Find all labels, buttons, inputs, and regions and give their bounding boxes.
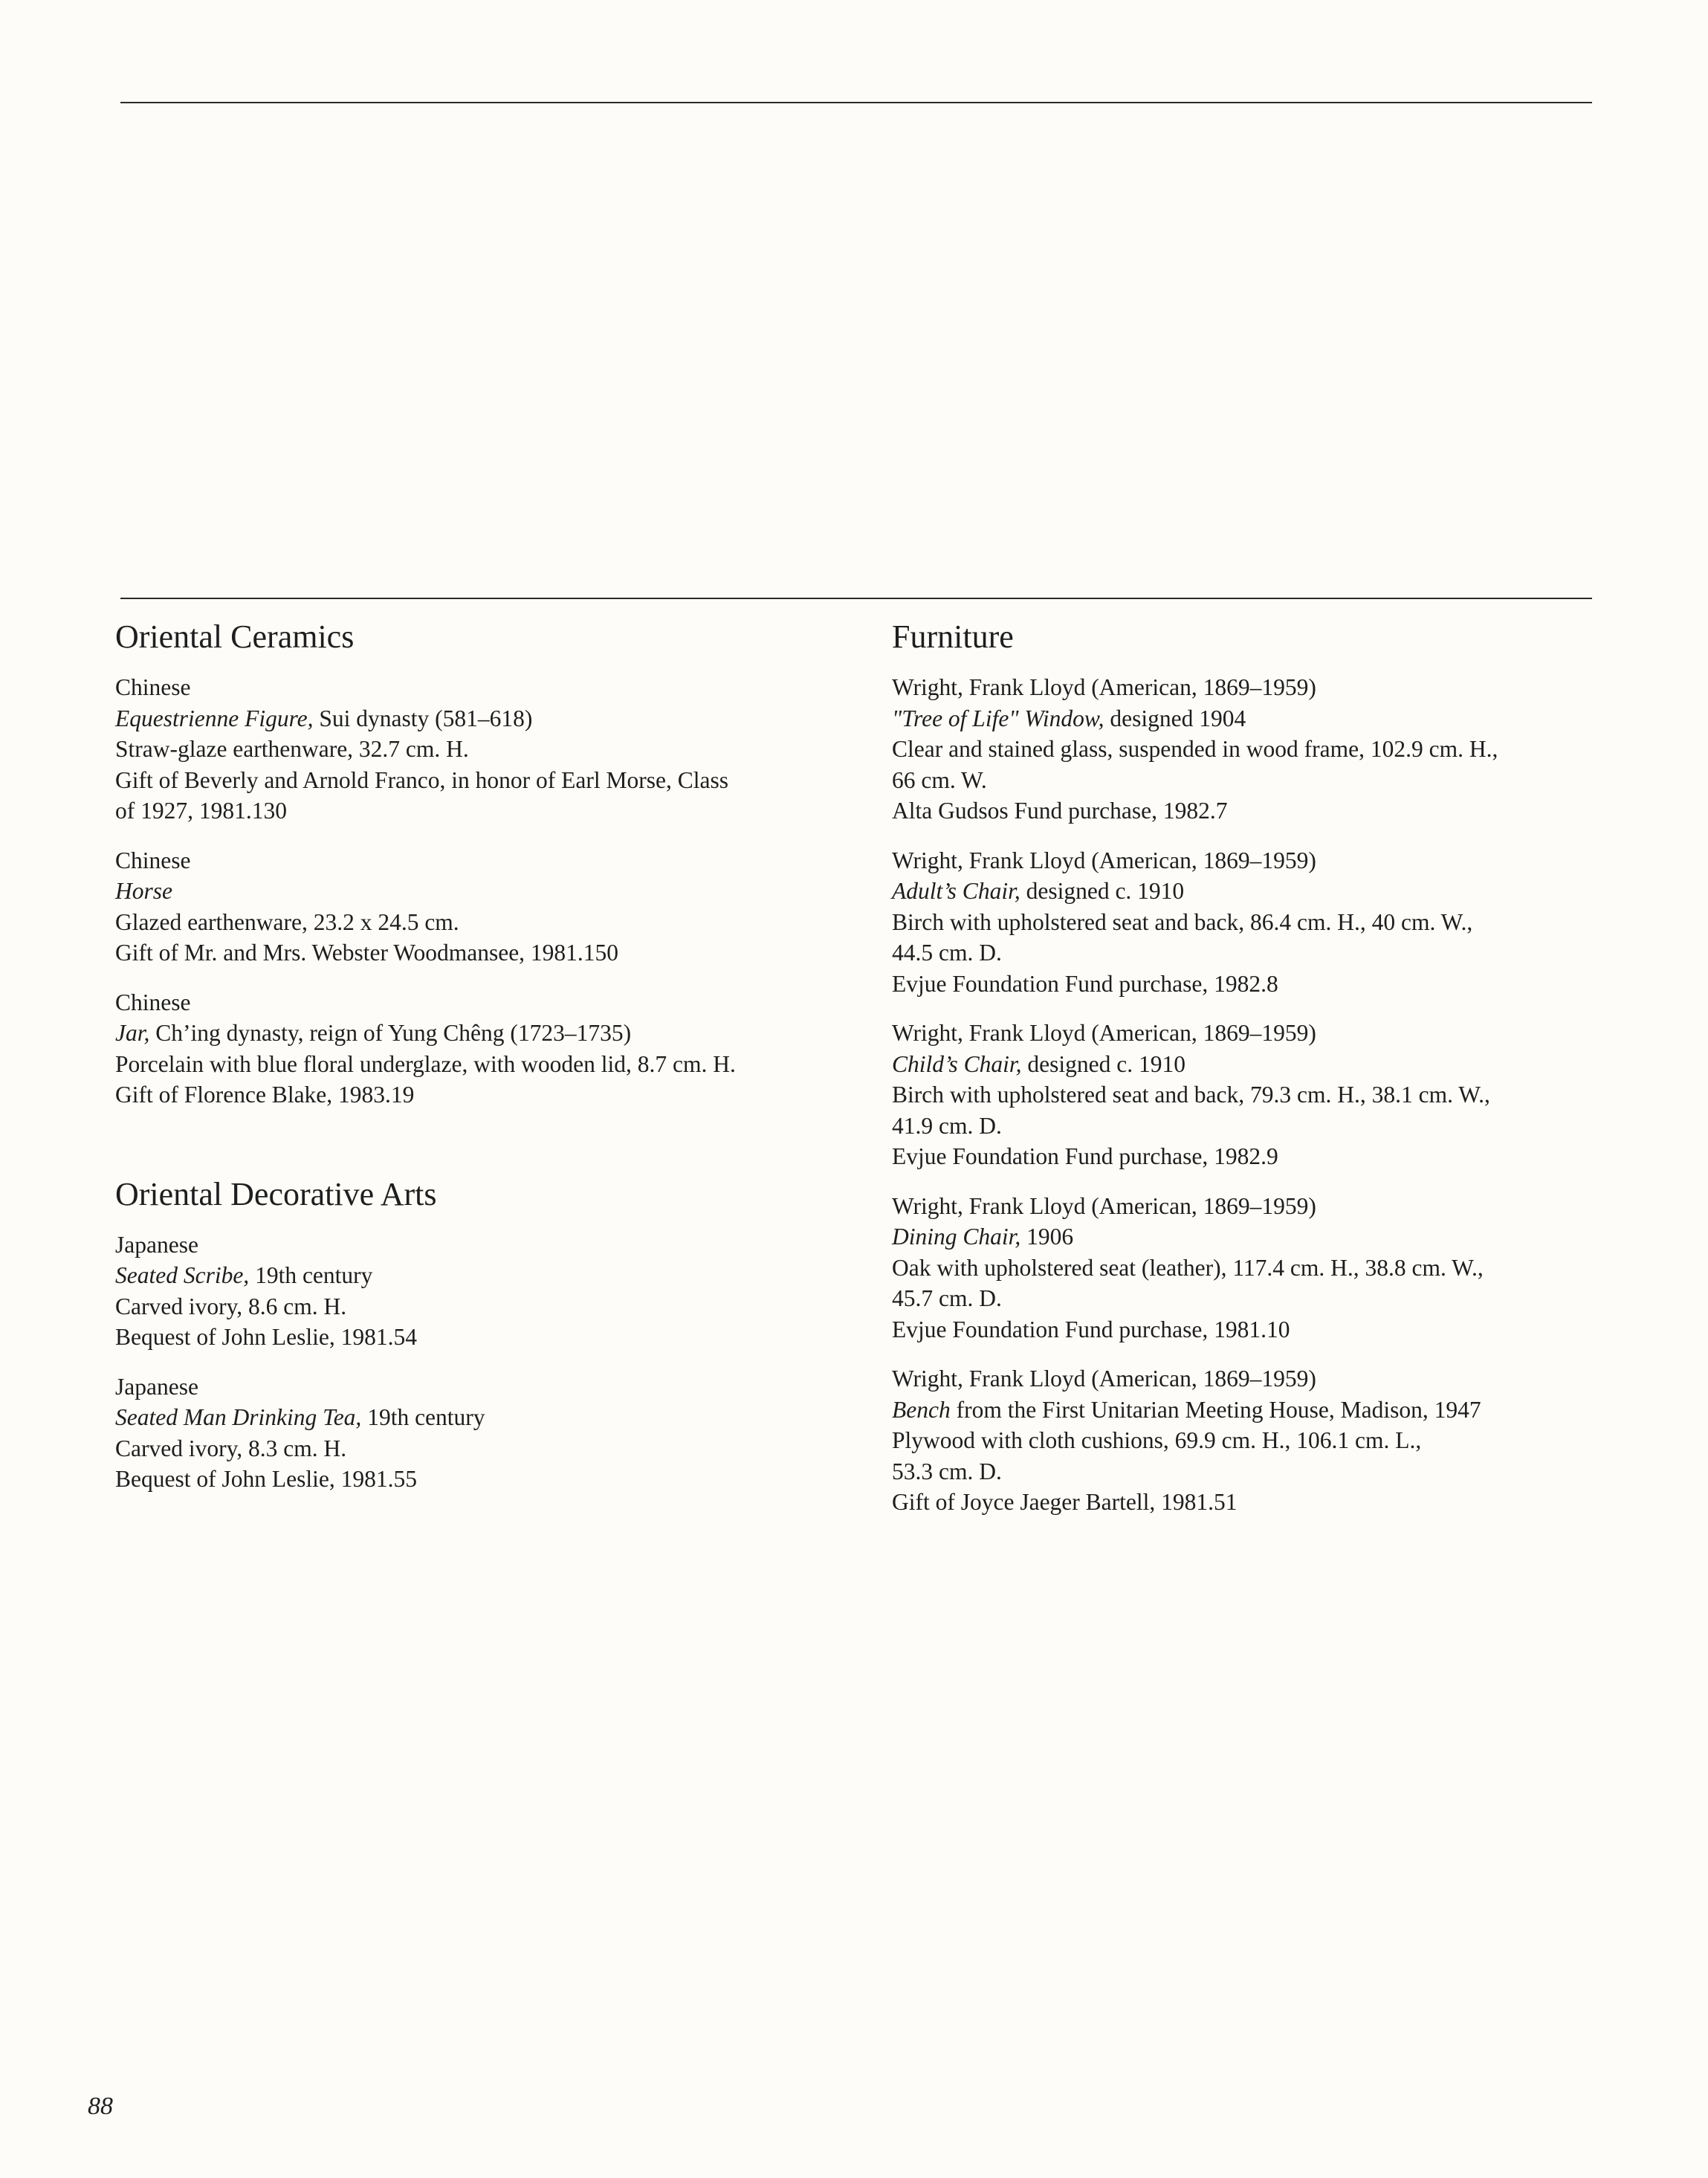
entry-medium-cont: 44.5 cm. D. xyxy=(892,940,1002,966)
entry-title-date: designed c. 1910 xyxy=(1021,1050,1185,1077)
entry-title: Seated Man Drinking Tea, xyxy=(115,1404,362,1430)
entry-title-date: designed c. 1910 xyxy=(1020,878,1185,904)
entry-title: Equestrienne Figure, xyxy=(115,705,314,731)
entry-origin: Chinese xyxy=(115,847,191,873)
top-rule xyxy=(120,102,1592,103)
entry-medium-cont: 45.7 cm. D. xyxy=(892,1285,1002,1311)
entry-medium: Glazed earthenware, 23.2 x 24.5 cm. xyxy=(115,908,459,935)
entry-artist: Wright, Frank Lloyd (American, 1869–1959) xyxy=(892,1192,1316,1219)
entry-title-line xyxy=(892,1049,1605,1080)
entry-medium: Porcelain with blue floral underglaze, with wooden lid, 8.7 cm. H. xyxy=(115,1050,736,1077)
entry-credit: Evjue Foundation Fund purchase, 1982.8 xyxy=(892,970,1278,997)
page-number: 88 xyxy=(88,2093,113,2120)
entry-artist: Wright, Frank Lloyd (American, 1869–1959) xyxy=(892,1366,1316,1392)
entry-credit: Gift of Joyce Jaeger Bartell, 1981.51 xyxy=(892,1489,1238,1515)
entry-medium: Straw-glaze earthenware, 32.7 cm. H. xyxy=(115,736,469,762)
entry-origin: Chinese xyxy=(115,674,191,700)
entry-artist: Wright, Frank Lloyd (American, 1869–1959) xyxy=(892,1020,1316,1046)
entry-title-line xyxy=(115,1260,829,1291)
entry-title-date: Ch’ing dynasty, reign of Yung Chêng (1723–1735) xyxy=(149,1020,632,1046)
section-heading: Oriental Decorative Arts xyxy=(115,1175,437,1212)
catalog-entry xyxy=(892,1191,1605,1345)
entry-title-date: Sui dynasty (581–618) xyxy=(313,705,533,731)
catalog-entry xyxy=(115,1229,829,1353)
entry-origin: Japanese xyxy=(115,1373,198,1400)
entry-artist: Wright, Frank Lloyd (American, 1869–1959) xyxy=(892,847,1316,873)
entry-medium: Carved ivory, 8.3 cm. H. xyxy=(115,1435,347,1461)
catalog-entry xyxy=(115,845,829,969)
entry-title-date: from the First Unitarian Meeting House, Madison, 1947 xyxy=(950,1396,1481,1423)
section-heading: Furniture xyxy=(892,618,1014,655)
entry-title-line xyxy=(115,1402,829,1433)
entry-title: Jar, xyxy=(115,1020,150,1046)
entry-title: Dining Chair, xyxy=(892,1224,1021,1250)
section-furniture xyxy=(892,614,1605,1518)
entry-artist: Wright, Frank Lloyd (American, 1869–1959) xyxy=(892,674,1316,700)
catalog-entry xyxy=(892,1018,1605,1172)
entry-title-line xyxy=(115,703,829,734)
entry-medium: Oak with upholstered seat (leather), 117.4 cm. H., 38.8 cm. W., xyxy=(892,1254,1484,1281)
entry-title: Seated Scribe, xyxy=(115,1262,250,1288)
entry-title-line xyxy=(115,1018,829,1049)
entry-medium-cont: 41.9 cm. D. xyxy=(892,1112,1002,1139)
entry-credit: Gift of Beverly and Arnold Franco, in honor of Earl Morse, Class xyxy=(115,766,728,793)
entry-credit: Bequest of John Leslie, 1981.54 xyxy=(115,1324,417,1350)
entry-title: Child’s Chair, xyxy=(892,1050,1022,1077)
entry-credit: Gift of Mr. and Mrs. Webster Woodmansee, 1981.150 xyxy=(115,940,619,966)
entry-medium: Birch with upholstered seat and back, 79.3 cm. H., 38.1 cm. W., xyxy=(892,1082,1490,1108)
entry-title-date: 19th century xyxy=(361,1404,485,1430)
entry-title-line xyxy=(892,1221,1605,1253)
entry-title-line xyxy=(115,876,829,907)
entry-origin: Japanese xyxy=(115,1231,198,1258)
catalog-entry xyxy=(892,845,1605,1000)
catalog-entry xyxy=(892,1363,1605,1518)
section-oriental-decorative-arts xyxy=(115,1172,829,1495)
entry-credit-cont: of 1927, 1981.130 xyxy=(115,798,287,824)
entry-medium-cont: 66 cm. W. xyxy=(892,766,987,793)
entry-credit: Bequest of John Leslie, 1981.55 xyxy=(115,1466,417,1492)
entry-medium-cont: 53.3 cm. D. xyxy=(892,1458,1002,1484)
entry-origin: Chinese xyxy=(115,989,191,1015)
entry-credit: Gift of Florence Blake, 1983.19 xyxy=(115,1082,415,1108)
entry-credit: Evjue Foundation Fund purchase, 1982.9 xyxy=(892,1143,1278,1169)
entry-title-date: 1906 xyxy=(1020,1224,1074,1250)
entry-title-line xyxy=(892,1395,1605,1426)
entry-title-date: 19th century xyxy=(249,1262,373,1288)
entry-title: Horse xyxy=(115,878,172,904)
section-divider-rule xyxy=(120,598,1592,599)
catalog-entry xyxy=(892,672,1605,827)
entry-title: "Tree of Life" Window, xyxy=(892,705,1104,731)
catalog-entry xyxy=(115,987,829,1111)
section-oriental-ceramics xyxy=(115,614,829,1111)
entry-medium: Plywood with cloth cushions, 69.9 cm. H., 106.1 cm. L., xyxy=(892,1427,1422,1453)
left-column xyxy=(115,614,829,1513)
section-heading: Oriental Ceramics xyxy=(115,618,355,655)
entry-title-date: designed 1904 xyxy=(1104,705,1246,731)
entry-title: Bench xyxy=(892,1396,951,1423)
entry-title-line xyxy=(892,876,1605,907)
entry-credit: Alta Gudsos Fund purchase, 1982.7 xyxy=(892,798,1228,824)
catalog-entry xyxy=(115,1371,829,1495)
entry-title-line xyxy=(892,703,1605,734)
right-column xyxy=(892,614,1605,1536)
catalog-entry xyxy=(115,672,829,827)
entry-medium: Carved ivory, 8.6 cm. H. xyxy=(115,1293,347,1319)
entry-credit: Evjue Foundation Fund purchase, 1981.10 xyxy=(892,1316,1290,1342)
entry-medium: Clear and stained glass, suspended in wood frame, 102.9 cm. H., xyxy=(892,736,1498,762)
entry-title: Adult’s Chair, xyxy=(892,878,1020,904)
entry-medium: Birch with upholstered seat and back, 86.4 cm. H., 40 cm. W., xyxy=(892,908,1473,935)
